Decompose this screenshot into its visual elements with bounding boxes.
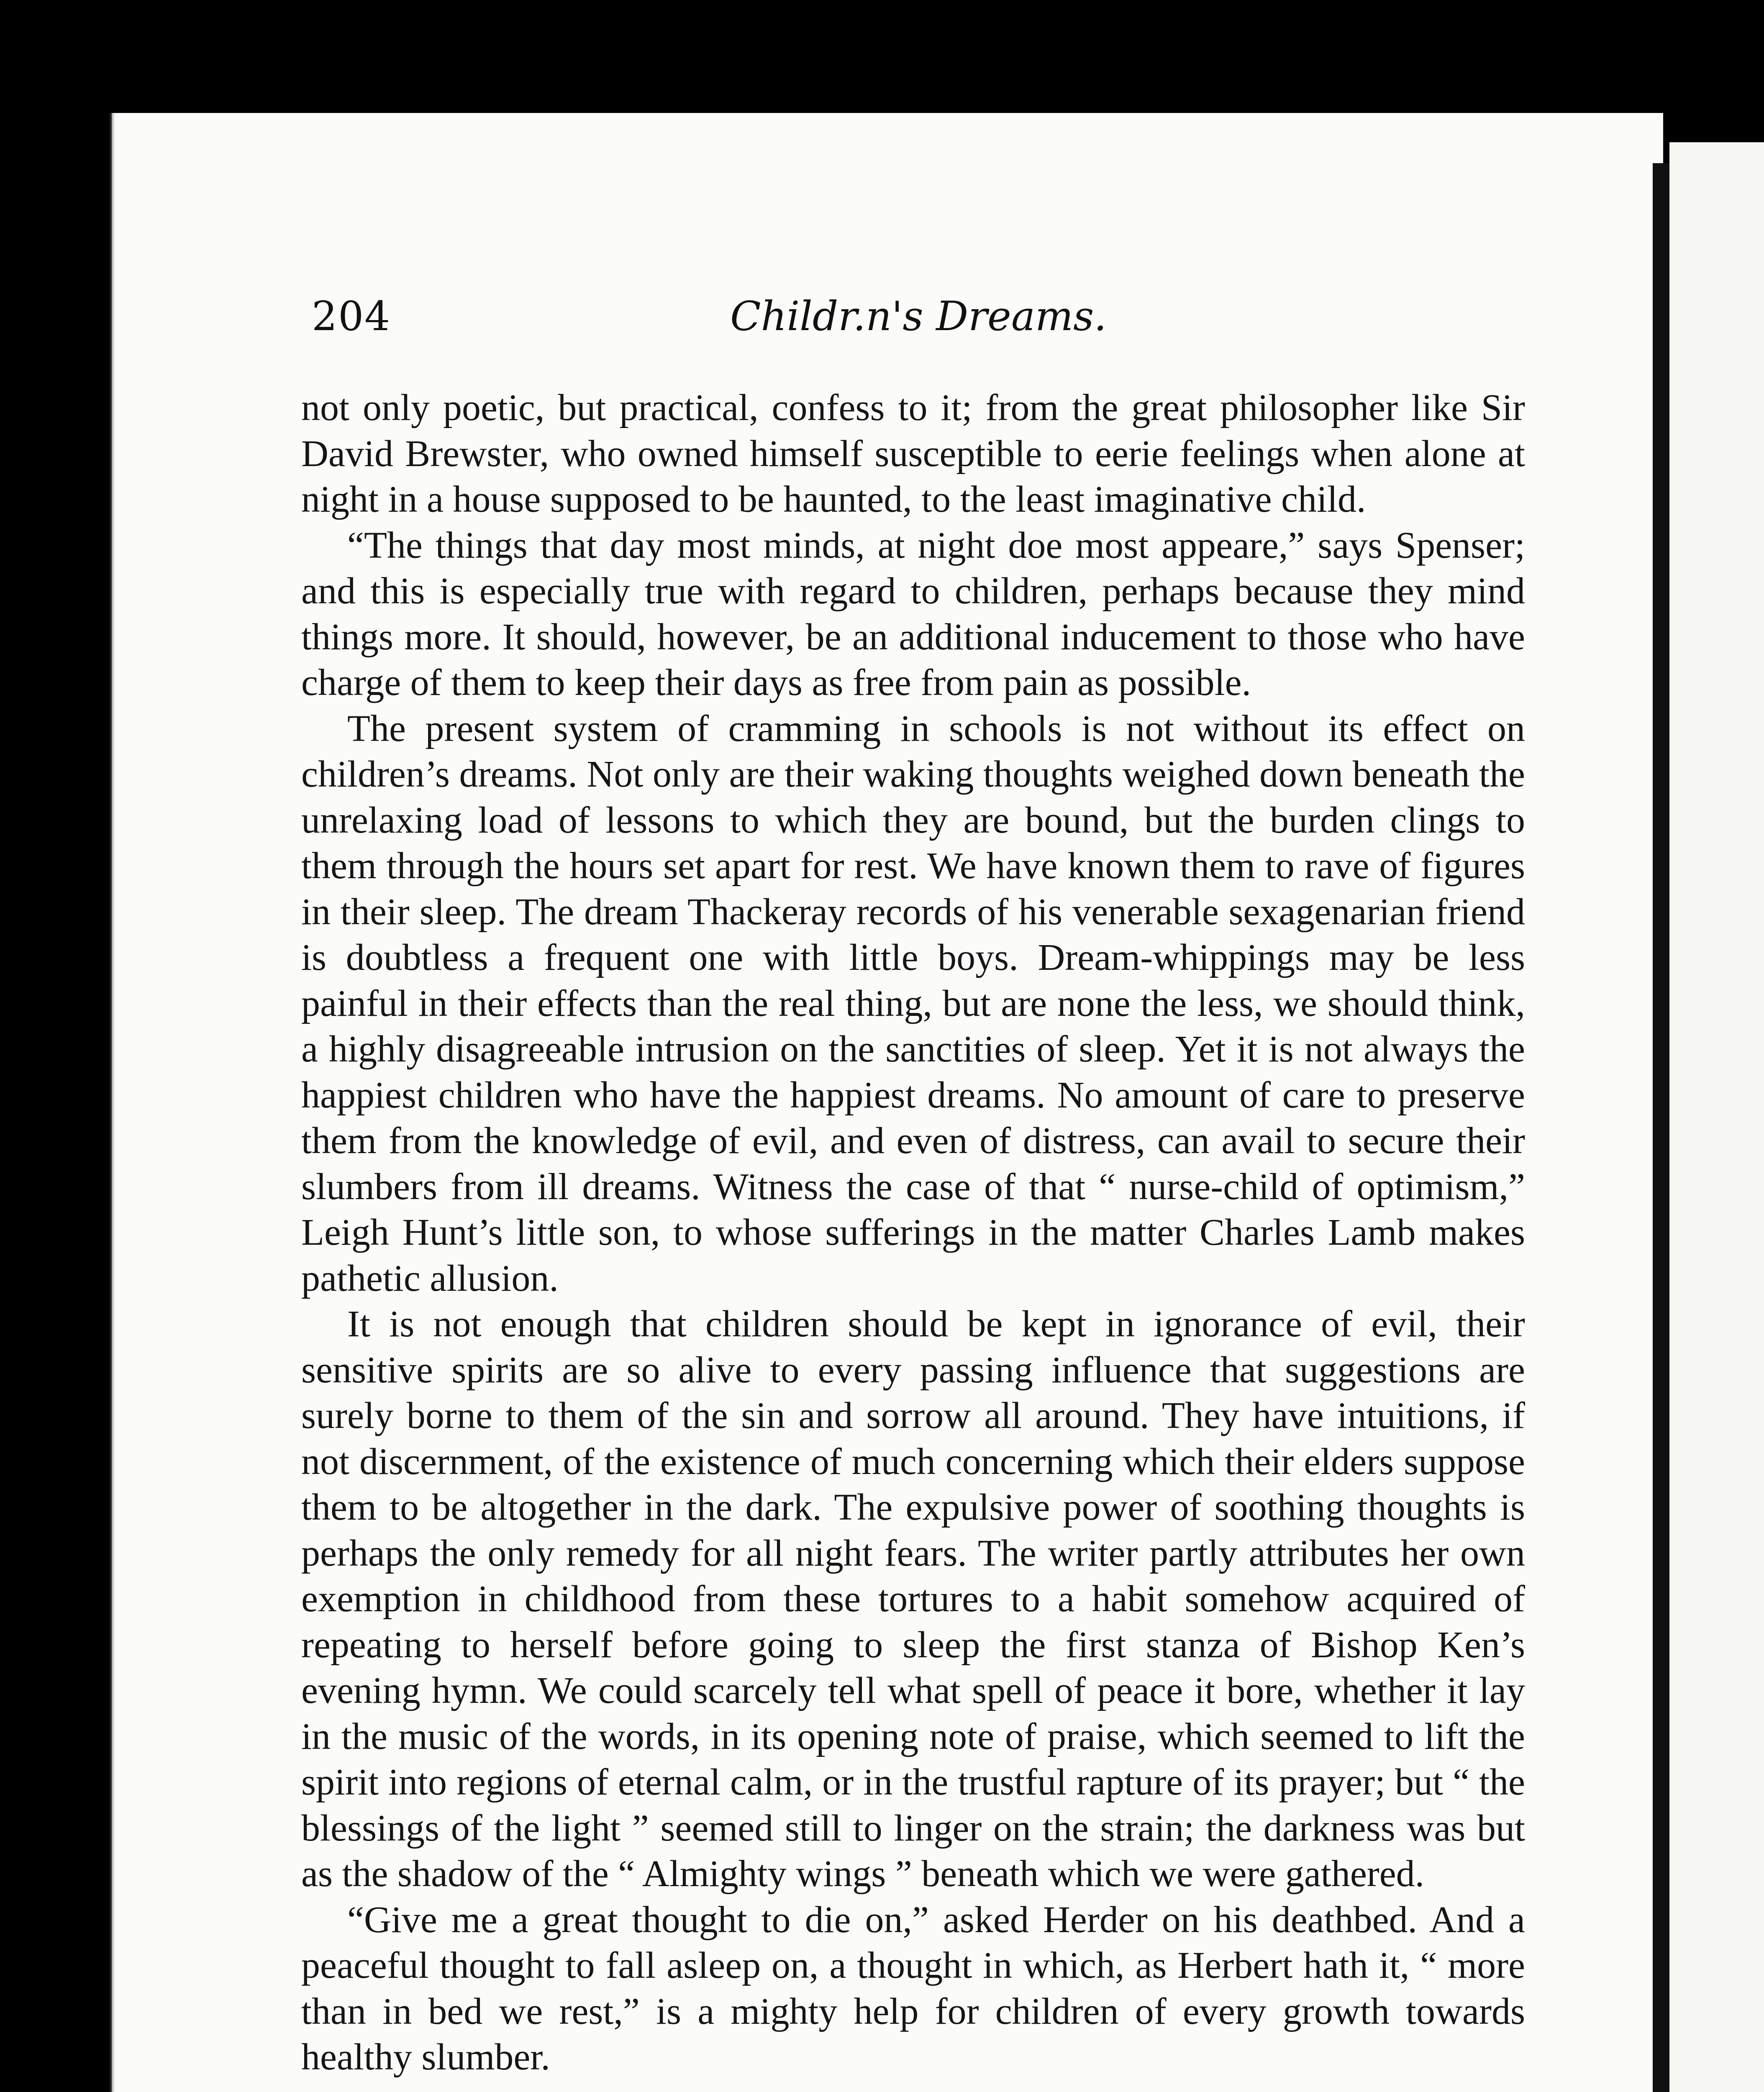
paragraph: It is not enough that children should be kept in ignorance of evil, their sensitive spirits are so alive to every passing influence that suggestions are surely borne to them of the sin and sorrow all around. They have intuitions, if not discernment, of the existence of much concerning which their elders suppose them to be altogether in the dark. The expulsive power of soothing thoughts is perhaps the only remedy for all night fears. The writer partly attributes her own exemption in childhood from these tortures to a habit somehow acquired of repeating to herself before going to sleep the first stanza of Bishop Ken’s evening hymn. We could scarcely tell what spell of peace it bore, whether it lay in the music of the words, in its opening note of praise, which seemed to lift the spirit into regions of eternal calm, or in the trustful rapture of its prayer; but “ the blessings of the light ” seemed still to linger on the strain; the darkness was but as the shadow of the “ Almighty wings ” beneath which we were gathered.	[301, 1303, 1525, 1895]
article-body	[301, 385, 1525, 2080]
facing-page	[1669, 142, 1764, 2092]
paragraph: “The things that day most minds, at night doe most appeare,” says Spenser; and this is especially true with regard to children, perhaps because they mind things more. It should, however, be an additional inducement to those who have charge of them to keep their days as free from pain as possible.	[301, 524, 1525, 703]
paragraph: “Give me a great thought to die on,” asked Herder on his deathbed. And a peaceful thought to fall asleep on, a thought in which, as Herbert hath it, “ more than in bed we rest,” is a mighty help for children of every growth towards healthy slumber.	[301, 1899, 1525, 2078]
page-number: 204	[312, 293, 391, 340]
running-header	[312, 293, 1525, 351]
running-title: Childr.n's Dreams.	[730, 293, 1107, 340]
page-gutter-shadow	[1653, 163, 1669, 2092]
paragraph: not only poetic, but practical, confess to it; from the great philosopher like Sir David Brewster, who owned himself susceptible to eerie feelings when alone at night in a house supposed to be haunted, to the least imaginative child.	[301, 387, 1525, 520]
paragraph: The present system of cramming in schools is not without its effect on children’s dreams. Not only are their waking thoughts weighed down beneath the unrelaxing load of lessons to which they are bound, but the burden clings to them through the hours set apart for rest. We have known them to rave of figures in their sleep. The dream Thackeray records of his venerable sexagenarian friend is doubtless a frequent one with little boys. Dream-whippings may be less painful in their effects than the real thing, but are none the less, we should think, a highly disagreeable intrusion on the sanctities of sleep. Yet it is not always the happiest children who have the happiest dreams. No amount of care to preserve them from the knowledge of evil, and even of distress, can avail to secure their slumbers from ill dreams. Witness the case of that “ nurse-child of optimism,” Leigh Hunt’s little son, to whose sufferings in the matter Charles Lamb makes pathetic allusion.	[301, 708, 1525, 1299]
